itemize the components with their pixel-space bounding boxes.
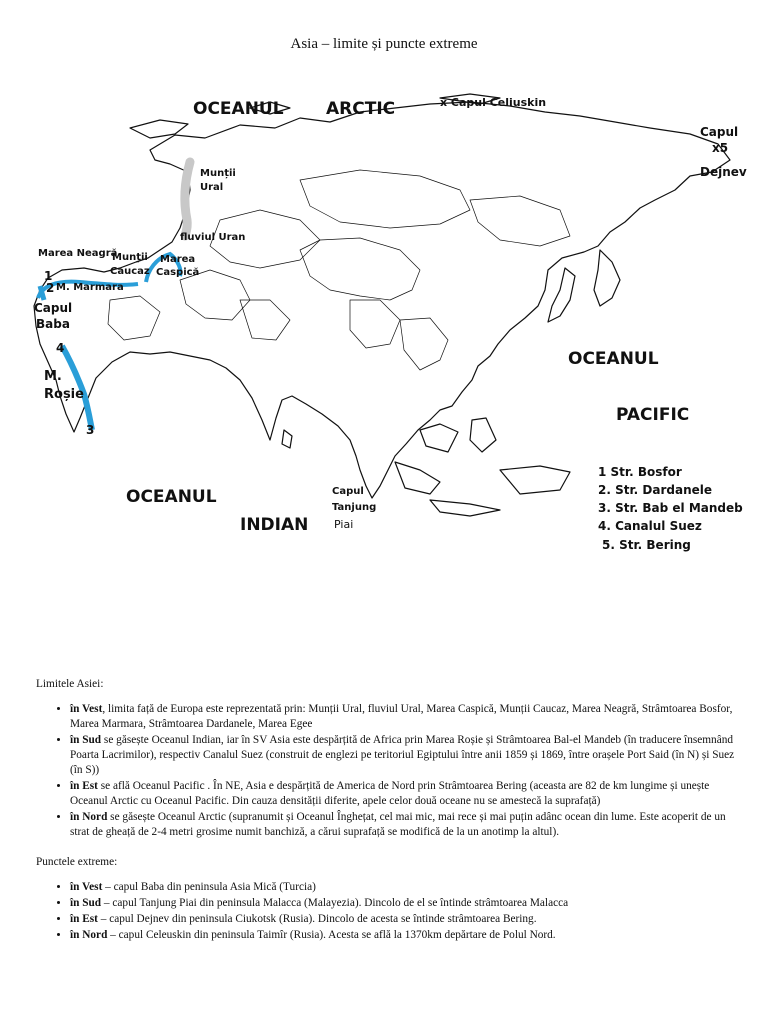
ocean-pacific-label-1: OCEANUL <box>568 349 659 369</box>
cape-baba-label-1: Capul <box>34 301 73 315</box>
asia-outline <box>34 94 730 516</box>
ocean-pacific-label-2: PACIFIC <box>616 405 690 425</box>
legend-item: 5. Str. Bering <box>602 538 691 552</box>
ural-mountains-label-2: Ural <box>200 182 224 193</box>
legend-item: 2. Str. Dardanele <box>598 483 713 497</box>
cape-dejnev-label-2: Dejnev <box>700 165 747 179</box>
ural-mountains-label-1: Munții <box>200 168 236 179</box>
strait-1-number: 1 <box>44 269 53 283</box>
cape-celiuskin-label: x Capul Celiuskin <box>440 96 547 109</box>
cape-dejnev-num: x5 <box>712 141 729 155</box>
tanjung-label-2: Tanjung <box>332 502 377 513</box>
extremes-heading: Punctele extreme: <box>36 856 118 868</box>
extremes-list <box>36 880 736 944</box>
asia-map <box>0 78 768 578</box>
caspian-label-1: Marea <box>160 254 196 265</box>
marmara-label: M. Marmara <box>56 282 124 293</box>
list-item: • în Est se află Oceanul Pacific . În NE, Asia e despărțită de America de Nord prin Strâmtoarea Bering (aceasta are 82 de km lungime și unește Oceanul Arctic cu Oceanul Pacific. Din cauza densității diferite, apele celor două oceane nu se amestecă la suprafață) <box>70 779 736 809</box>
page-title: Asia – limite și puncte extreme <box>290 36 478 52</box>
list-item: • în Sud se găsește Oceanul Indian, iar în SV Asia este despărțită de Africa prin Marea Roșie și Strâmtoarea Bal-el Mandeb (în traducere însemnând Poarta Lacrimilor), respectiv Canalul Suez (construit de englezi pe teritoriul Egiptului între anii 1859 și 1869, între orașele Port Said (în N) și Suez (în S)) <box>70 733 736 778</box>
caucasus-label-1: Munții <box>112 252 148 263</box>
red-sea-label-2: Roșie <box>44 387 84 402</box>
red-sea-label-1: M. <box>44 369 62 384</box>
list-item: • în Sud – capul Tanjung Piai din peninsula Malacca (Malayezia). Dincolo de el se întinde strâmtoarea Malacca <box>70 896 736 911</box>
cape-dejnev-label-1: Capul <box>700 125 739 139</box>
strait-3-number: 3 <box>86 423 95 437</box>
ural-mountains-highlight <box>185 162 190 236</box>
ocean-arctic-label-2: ARCTIC <box>326 99 396 119</box>
list-item: • în Est – capul Dejnev din peninsula Ciukotsk (Rusia). Dincolo de acesta se întinde strâmtoarea Bering. <box>70 912 736 927</box>
legend-item: 4. Canalul Suez <box>598 519 702 533</box>
ocean-indian-label-1: OCEANUL <box>126 487 217 507</box>
caspian-label-2: Caspică <box>156 267 200 278</box>
list-item: • în Vest – capul Baba din peninsula Asia Mică (Turcia) <box>70 880 736 895</box>
list-item: • în Nord – capul Celeuskin din peninsula Taimîr (Rusia). Acesta se află la 1370km depărtare de Polul Nord. <box>70 928 736 943</box>
tanjung-label-3: Piai <box>334 518 354 531</box>
list-item: • în Nord se găsește Oceanul Arctic (supranumit și Oceanul Înghețat, cel mai mic, mai rece și mai puțin adânc ocean din lume. Este acoperit de un strat de gheață de 2-4 metri grosime numit banchiză, a cărui suprafață se modifică de la un anotimp la altul). <box>70 810 736 840</box>
strait-2-number: 2 <box>46 281 55 295</box>
limits-heading: Limitele Asiei: <box>36 678 104 690</box>
ocean-indian-label-2: INDIAN <box>240 515 309 535</box>
strait-legend <box>598 465 743 552</box>
tanjung-label-1: Capul <box>332 486 364 497</box>
legend-item: 1 Str. Bosfor <box>598 465 682 479</box>
ocean-arctic-label-1: OCEANUL <box>193 99 284 119</box>
limits-list <box>36 702 736 841</box>
ural-river-label: fluviul Uran <box>180 232 246 243</box>
legend-item: 3. Str. Bab el Mandeb <box>598 501 743 515</box>
black-sea-label: Marea Neagră <box>38 248 118 259</box>
caucasus-label-2: Caucaz <box>110 266 150 277</box>
list-item: • în Vest, limita față de Europa este reprezentată prin: Munții Ural, fluviul Ural, Marea Caspică, Munții Caucaz, Marea Neagră, Strâmtoarea Bosfor, Marea Marmara, Strâmtoarea Dardanele, Marea Egee <box>70 702 736 732</box>
cape-baba-label-2: Baba <box>36 317 70 331</box>
strait-4-number: 4 <box>56 341 65 355</box>
